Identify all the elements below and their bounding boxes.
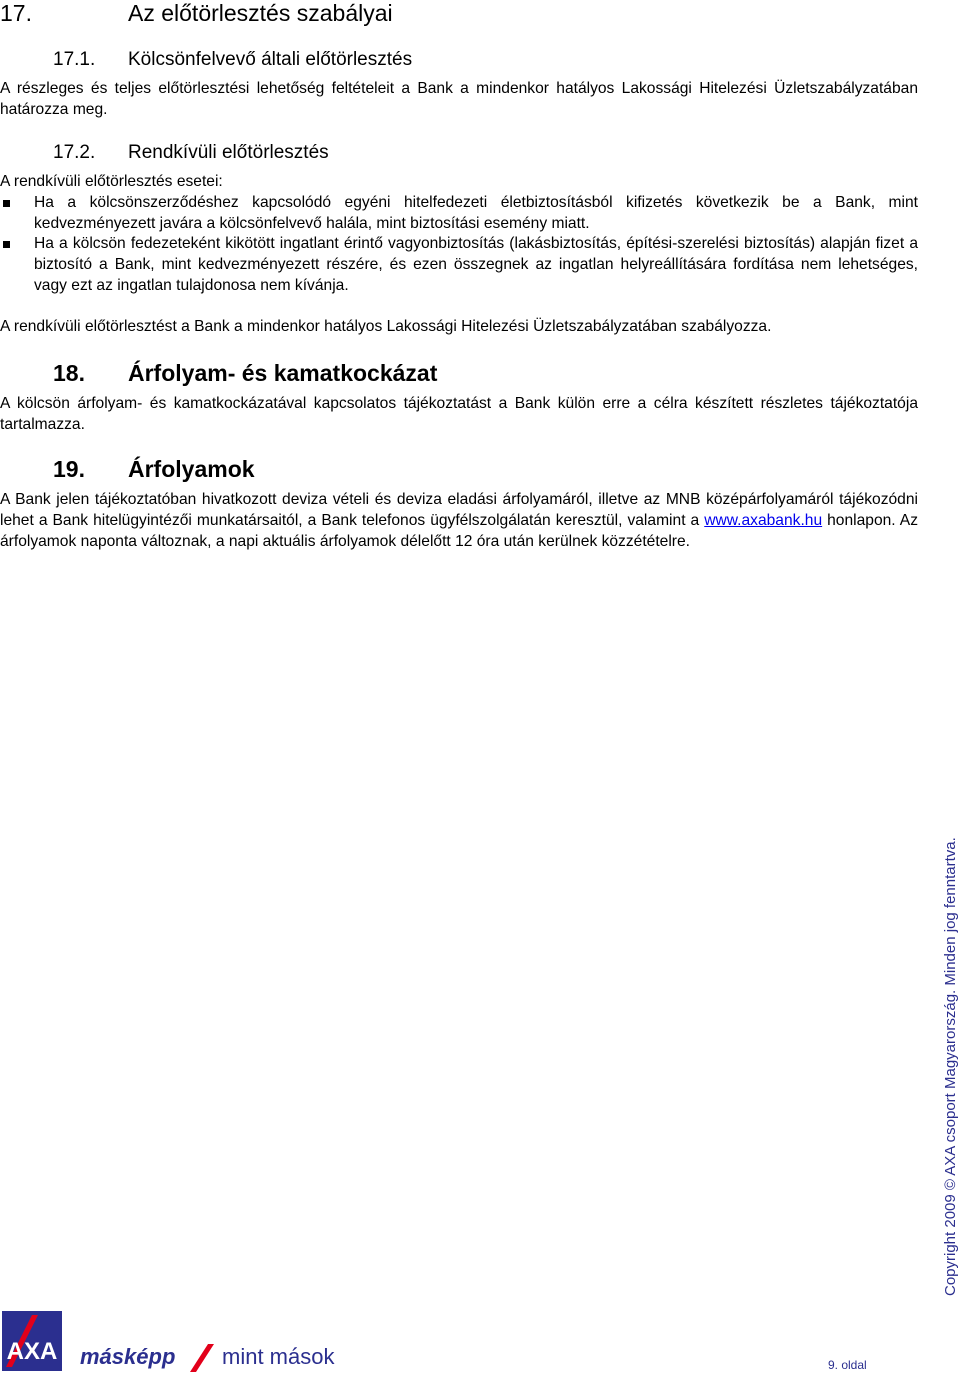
list-item-text: Ha a kölcsönszerződéshez kapcsolódó egyéni hitelfedezeti életbiztosításból kifizetés következik be a Bank, mint kedvezményezett javára a kölcsönfelvevő halála, mint biztosítási esemény miatt. (34, 194, 918, 232)
section-number: 18. (53, 360, 85, 386)
slogan-part-1: másképp (80, 1344, 176, 1369)
section-19-heading (0, 456, 700, 486)
section-number: 19. (53, 456, 85, 482)
copyright-notice: Copyright 2009 © AXA csoport Magyarország. Minden jog fenntartva. (942, 837, 959, 1296)
paragraph-17-2-closing: A rendkívüli előtörlesztést a Bank a mindenkor hatályos Lakossági Hitelezési Üzletszabályzatában szabályozza. (0, 318, 772, 335)
subsection-number: 17.1. (53, 49, 96, 70)
section-title: Árfolyamok (128, 456, 255, 482)
bullet-icon (3, 241, 10, 248)
page-number: 9. oldal (828, 1358, 867, 1372)
paragraph-text: honlapon. Az árfolyamok naponta változnak, a napi aktuális árfolyamok délelőtt 12 óra után kerülnek közzétételre. (0, 512, 918, 550)
section-title: Árfolyam- és kamatkockázat (128, 360, 438, 386)
subsection-17-2-heading (0, 142, 700, 166)
section-18-heading (0, 360, 700, 390)
subsection-title: Kölcsönfelvevő általi előtörlesztés (128, 49, 413, 70)
list-item-text: Ha a kölcsön fedezeteként kikötött ingatlant érintő vagyonbiztosítás (lakásbiztosítás, építési-szerelési biztosítás) alapján fizet a biztosító a Bank, mint kedvezményezett részére, és ezen összegnek az ingatlan helyreállítására fordítása nem lehetséges, vagy ezt az ingatlan tulajdonosa nem kívánja. (34, 235, 918, 294)
paragraph-17-1: A részleges és teljes előtörlesztési lehetőség feltételeit a Bank a mindenkor hatályos Lakossági Hitelezési Üzletszabályzatában határozza meg. (0, 80, 918, 118)
slash-icon (190, 1344, 214, 1372)
section-number: 17. (0, 0, 32, 26)
subsection-17-1-heading (0, 49, 700, 73)
list-item (0, 233, 918, 296)
section-17-heading (0, 0, 700, 28)
axabank-link[interactable]: www.axabank.hu (704, 512, 823, 529)
paragraph-19 (0, 489, 918, 552)
paragraph-18: A kölcsön árfolyam- és kamatkockázatával kapcsolatos tájékoztatást a Bank külön erre a célra készített részletes tájékoztatója tartalmazza. (0, 395, 918, 433)
subsection-number: 17.2. (53, 142, 96, 163)
list-item (0, 192, 918, 234)
section-title: Az előtörlesztés szabályai (128, 0, 393, 26)
bullet-icon (3, 200, 10, 207)
paragraph-text: A Bank jelen tájékoztatóban hivatkozott deviza vételi és deviza eladási árfolyamáról, illetve az MNB középárfolyamáról tájékozódni lehet a Bank hitelügyintézői munkatársaitól, a Bank telefonos ügyfélszolgálatán keresztül, valamint a (0, 491, 918, 529)
logo-lettering: AXA (6, 1338, 58, 1365)
axa-logo (2, 1311, 62, 1371)
paragraph-17-2-intro: A rendkívüli előtörlesztés esetei: (0, 173, 223, 190)
subsection-title: Rendkívüli előtörlesztés (128, 142, 329, 163)
slogan-part-2: mint mások (222, 1344, 335, 1369)
